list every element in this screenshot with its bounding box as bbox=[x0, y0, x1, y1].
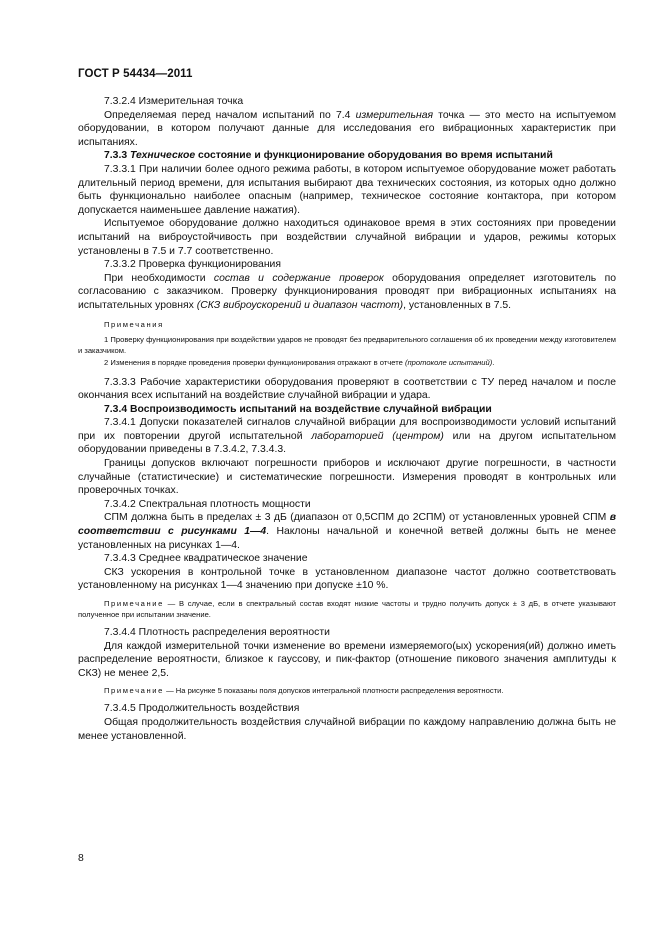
section-7344-para: Для каждой измерительной точки изменение во времени измеряемого(ых) ускорения(ий) должно иметь распределение вероятности, близкое к гауссову, и пик-фактор (отношение пикового значения амплитуды к СКЗ) не менее 2,5. bbox=[78, 640, 616, 679]
section-7341-para: 7.3.4.1 Допуски показателей сигналов случайной вибрации для воспроизводимости условий испытаний при их повторении другой испытательной лабораторией (центром) или на другом испытательном оборудовании приведены в 7.3.4.2, 7.3.4.3. bbox=[78, 417, 616, 456]
section-733-title: 7.3.3 Техническое состояние и функционирование оборудования во время испытаний bbox=[104, 150, 553, 162]
section-7333-para: 7.3.3.3 Рабочие характеристики оборудования проверяют в соответствии с ТУ перед началом и после окончания всех испытаний на воздействие случайной вибрации и удара. bbox=[78, 376, 616, 402]
section-7345-title: 7.3.4.5 Продолжительность воздействия bbox=[104, 703, 300, 715]
section-7332-title: 7.3.3.2 Проверка функционирования bbox=[104, 259, 281, 271]
section-734-title: 7.3.4 Воспроизводимость испытаний на воздействие случайной вибрации bbox=[104, 403, 492, 415]
section-7331-para2: Испытуемое оборудование должно находиться одинаковое время в этих состояниях при проведении испытаний на виброустойчивость при воздействии случайной вибрации и ударов, режимы которых установлены в 7.5 и 7.7 соответственно. bbox=[78, 218, 616, 257]
section-7324-para: Определяемая перед началом испытаний по 7.4 измерительная точка — это место на испытуемом оборудовании, в котором получают данные для исследования его вибрационных характеристик при испытаниях. bbox=[78, 109, 616, 148]
section-7324-title: 7.3.2.4 Измерительная точка bbox=[104, 96, 244, 107]
document-header: ГОСТ Р 54434—2011 bbox=[78, 68, 193, 80]
page-number: 8 bbox=[78, 853, 84, 864]
section-7332-para: При необходимости состав и содержание проверок оборудования определяет изготовитель по согласованию с заказчиком. Проверку функционирования проводят при вибрационных испытаниях на испытательных уровнях (СКЗ виброускорений и диапазон частот), установленных в 7.5. bbox=[78, 272, 616, 311]
section-7343-para: СКЗ ускорения в контрольной точке в установленном диапазоне частот должно соответствовать установленному на рисунках 1—4 значению при допуске ±10 %. bbox=[78, 566, 616, 592]
note-2: 2 Изменения в порядке проведения проверки функционирования отражают в отчете (протоколе испытаний). bbox=[104, 357, 495, 367]
document-body bbox=[78, 95, 616, 743]
section-7345-para: Общая продолжительность воздействия случайной вибрации по каждому направлению должна быть не менее установленной. bbox=[78, 716, 616, 742]
section-7331-para: 7.3.3.1 При наличии более одного режима работы, в котором испытуемое оборудование может работать длительный период времени, для испытания выбирают два технических состояния, из которых одно должно быть функционально наиболее опасным (например, техническое состояние контактора, при котором допускается наименьшее давление нажатия). bbox=[78, 163, 616, 216]
note-4: Примечание — На рисунке 5 показаны поля допусков интегральной плотности распределения вероятности. bbox=[104, 686, 504, 696]
section-7342-para: СПМ должна быть в пределах ± 3 дБ (диапазон от 0,5СПМ до 2СПМ) от установленных уровней СПМ в соответствии с рисунками 1—4. Наклоны начальной и конечной ветвей должны быть не менее установленных на рисунках 1—4. bbox=[78, 512, 616, 551]
section-7341-para2: Границы допусков включают погрешности приборов и исключают другие погрешности, в частности случайные (статистические) и систематические погрешности. Измерения проводят в контрольных или проверочных точках. bbox=[78, 458, 616, 497]
note-3: Примечание — В случае, если в спектральный состав входят низкие частоты и трудно получить допуск ± 3 дБ, в отчете указывают полученное при испытании значение. bbox=[78, 599, 616, 619]
section-7343-title: 7.3.4.3 Среднее квадратическое значение bbox=[104, 553, 308, 565]
notes-title: Примечания bbox=[104, 319, 164, 329]
section-7342-title: 7.3.4.2 Спектральная плотность мощности bbox=[104, 498, 311, 510]
note-1: 1 Проверку функционирования при воздействии ударов не проводят без предварительного соглашения об их проведении между изготовителем и заказчиком. bbox=[78, 334, 616, 355]
section-7344-title: 7.3.4.4 Плотность распределения вероятности bbox=[104, 627, 330, 638]
